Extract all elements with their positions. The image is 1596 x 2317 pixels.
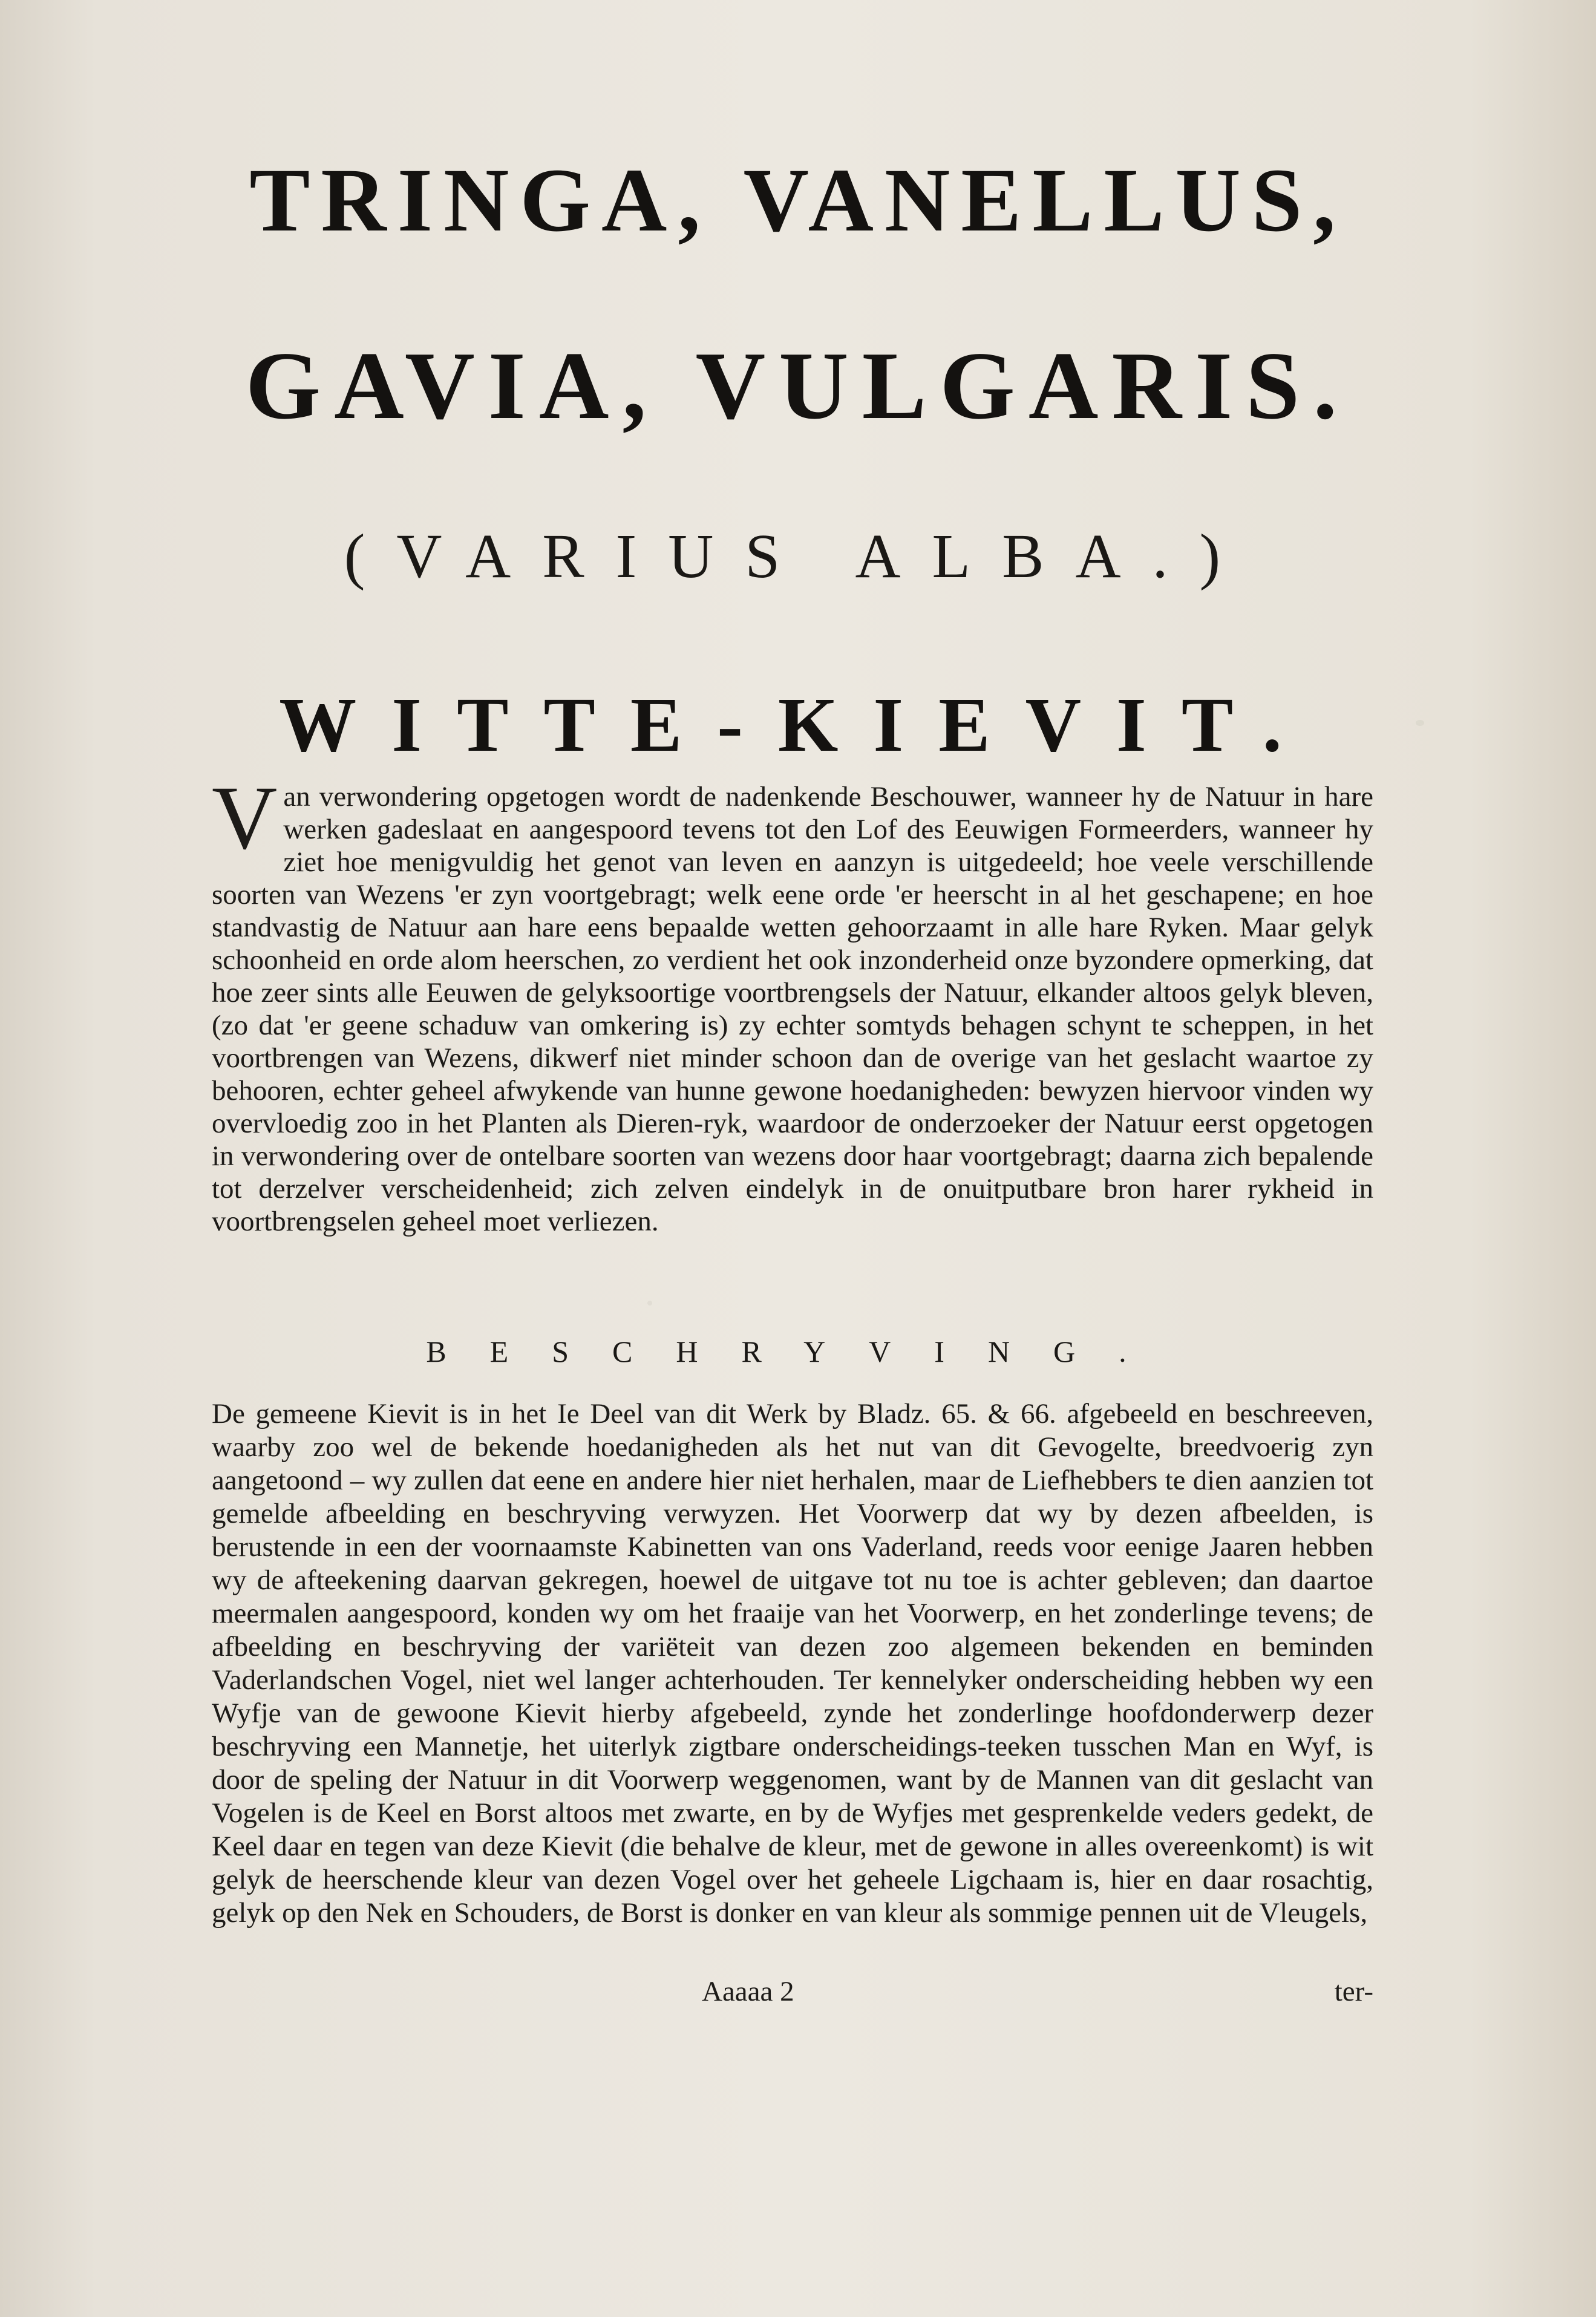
title-line-2: GAVIA, VULGARIS. xyxy=(245,332,1351,439)
ink-speck xyxy=(647,1301,652,1306)
drop-cap: V xyxy=(212,768,278,868)
title-line-1: TRINGA, VANELLUS, xyxy=(249,150,1347,250)
catchword: ter- xyxy=(1334,1976,1373,2007)
intro-text: an verwondering opgetogen wordt de nadenkende Beschouwer, wanneer hy de Natuur in hare werken gadeslaat en aangespoord tevens tot den Lof des Eeuwigen Formeerders, wanneer hy ziet hoe menigvuldig het genot van leven en aanzyn is uitgedeeld; hoe veele verschillende soorten van Wezens 'er zyn voortgebragt; welk eene orde 'er heerscht in al het geschapene; en hoe standvastig de Natuur aan hare eens bepaalde wetten gehoorzaamt in alle hare Ryken. Maar gelyk schoonheid en orde alom heerschen, zo verdient het ook inzonderheid onze byzondere opmerking, dat hoe zeer sints alle Eeuwen de gelyksoortige voortbrengsels der Natuur, elkander altoos gelyk bleven, (zo dat 'er geene schaduw van omkering is) zy echter somtyds behagen schynt te scheppen, in het voortbrengen van Wezens, dikwerf niet minder schoon dan de overige van het geslacht waartoe zy behooren, echter geheel afwykende van hunne gewone hoedanigheden: bewyzen hiervoor vinden wy overvloedig zoo in het Planten als Dieren-ryk, waardoor de onderzoeker der Natuur eerst opgetogen in verwondering over de ontelbare soorten van wezens door haar voortgebragt; daarna zich bepalende tot derzelver verscheidenheid; zich zelven eindelyk in de onuitputbare bron harer rykheid in voortbrengselen geheel moet verliezen. xyxy=(212,781,1373,1237)
signature-mark: Aaaaa 2 xyxy=(702,1976,794,2007)
description-paragraph: De gemeene Kievit is in het Ie Deel van dit Werk by Bladz. 65. & 66. afgebeeld en beschreeven, waarby zoo wel de bekende hoedanigheden als het nut van dit Gevogelte, breedvoerig zyn aangetoond – wy zullen dat eene en andere hier niet herhalen, maar de Liefhebbers te dien aanzien tot gemelde afbeelding en beschryving verwyzen. Het Voorwerp dat wy by dezen afbeelden, is berustende in een der voornaamste Kabinetten van ons Vaderland, reeds voor eenige Jaaren hebben wy de afteekening daarvan gekregen, hoewel de uitgave tot nu toe is achter gebleven; dan daartoe meermalen aangespoord, konden wy om het fraaije van het Voorwerp, en het zonderlinge tevens; de afbeelding en beschryving der variëteit van dezen zoo algemeen bekenden en beminden Vaderlandschen Vogel, niet wel langer achterhouden. Ter kennelyker onderscheiding hebben wy een Wyfje van de gewoone Kievit hierby afgebeeld, zynde het zonderlinge hoofdonderwerp dezer beschryving een Mannetje, het uiterlyk zigtbare onderscheidings-teeken tusschen Man en Wyf, is door de speling der Natuur in dit Voorwerp weggenomen, want by de Mannen van dit geslacht van Vogelen is de Keel en Borst altoos met zwarte, en by de Wyfjes met gesprenkelde veders gedekt, de Keel daar en tegen van deze Kievit (die behalve de kleur, met de gewone in alles overeenkomt) is wit gelyk de heerschende kleur van dezen Vogel over het geheele Ligchaam is, hier en daar rosachtig, gelyk op den Nek en Schouders, de Borst is donker en van kleur als sommige pennen uit de Vleugels, xyxy=(212,1398,1373,1929)
page-footer xyxy=(212,1975,1373,2011)
section-heading: BESCHRYVING. xyxy=(426,1335,1170,1368)
intro-paragraph xyxy=(212,768,1373,1238)
common-name-heading: WITTE-KIEVIT. xyxy=(279,682,1317,768)
variety-subtitle: (VARIUS ALBA.) xyxy=(344,521,1252,591)
